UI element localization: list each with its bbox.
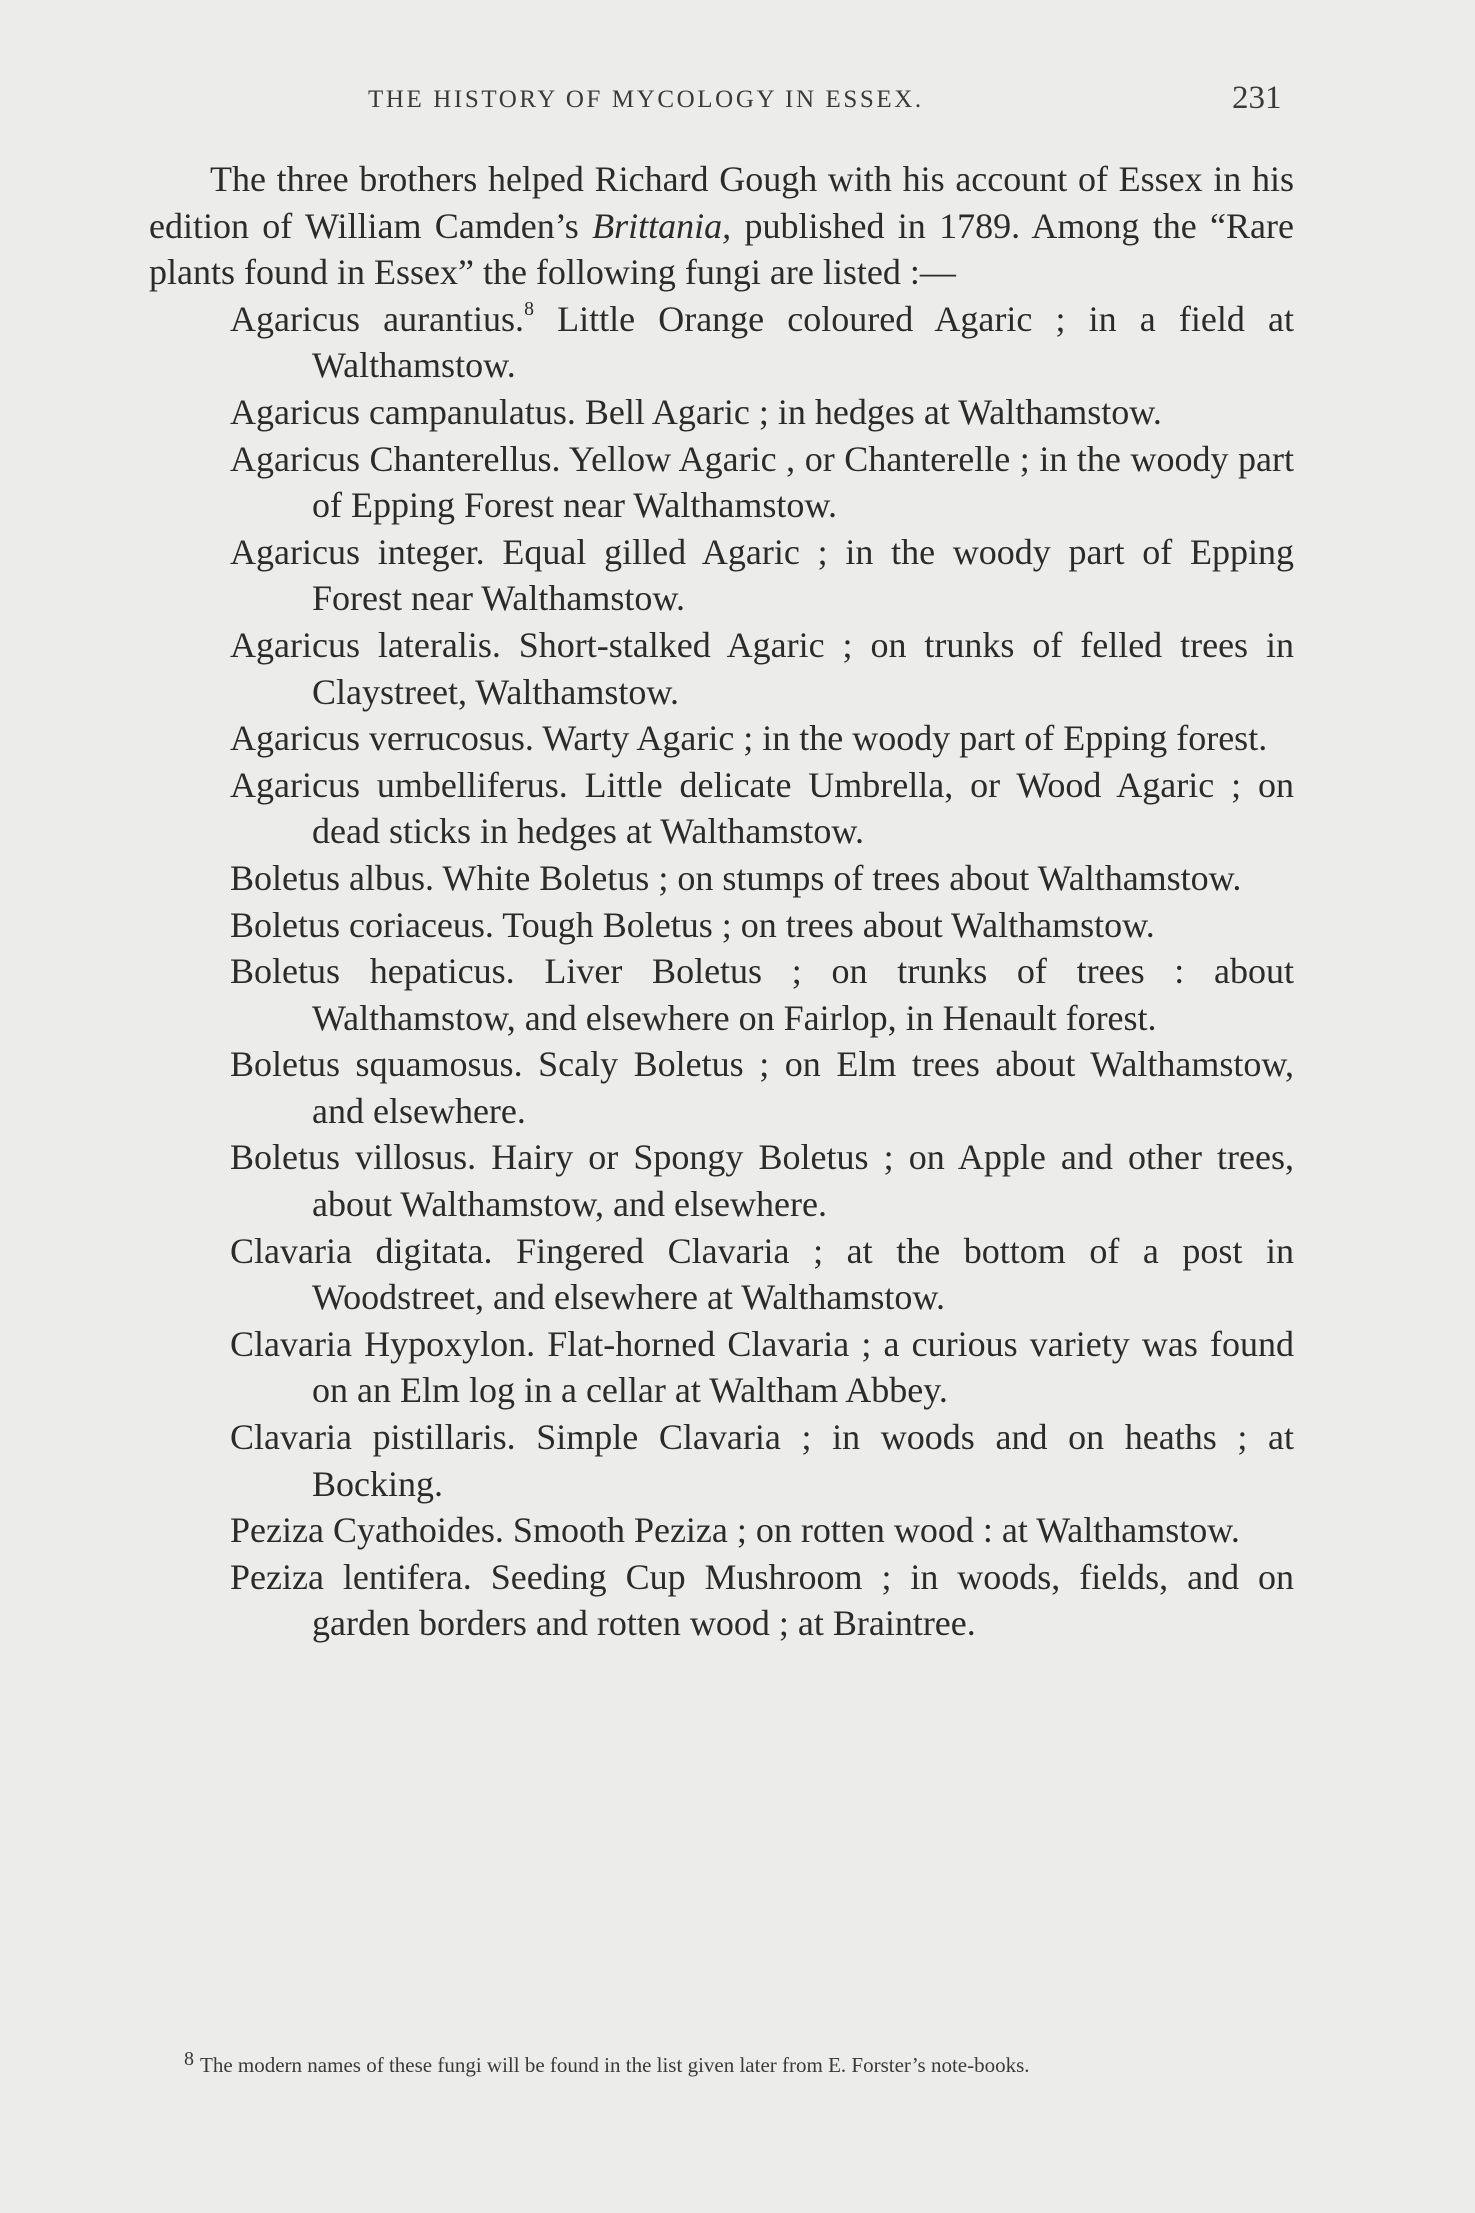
fungus-entry xyxy=(149,948,1294,1041)
species-description: White Boletus ; on stumps of trees about Walthamstow. xyxy=(434,857,1242,898)
species-description: Yellow Agaric , or Chanterelle ; in the woody part of Epping Forest near Walthamstow. xyxy=(312,438,1295,526)
intro-paragraph xyxy=(149,156,1294,296)
species-description: Bell Agaric ; in hedges at Walthamstow. xyxy=(575,391,1162,432)
running-head: THE HISTORY OF MYCOLOGY IN ESSEX. xyxy=(368,86,924,113)
fungus-entry xyxy=(149,1321,1294,1414)
fungus-entry xyxy=(149,1554,1294,1647)
species-name: Agaricus campanulatus. xyxy=(230,391,576,432)
fungi-list xyxy=(149,296,1294,1647)
species-name: Boletus villosus. xyxy=(230,1137,477,1178)
fungus-entry xyxy=(149,1041,1294,1134)
species-description: Flat-horned Clavaria ; a curious variety was found on an Elm log in a cellar at Waltham Abbey. xyxy=(312,1323,1294,1411)
species-name: Boletus squamosus. xyxy=(230,1044,523,1085)
work-title: Brittania, xyxy=(592,205,732,246)
species-description: Little delicate Umbrella, or Wood Agaric ; on dead sticks in hedges at Walthamstow. xyxy=(312,764,1294,852)
species-description: Simple Clavaria ; in woods and on heaths ; at Bocking. xyxy=(312,1417,1295,1504)
species-description: Liver Boletus ; on trunks of trees : about Walthamstow, and elsewhere on Fairlop, in Henault forest. xyxy=(312,951,1294,1038)
species-name: Boletus coriaceus. xyxy=(230,904,494,945)
species-description: Equal gilled Agaric ; in the woody part of Epping Forest near Walthamstow. xyxy=(312,531,1294,619)
species-description: Hairy or Spongy Boletus ; on Apple and other trees, about Walthamstow, and elsewhere. xyxy=(312,1137,1294,1225)
species-name: Agaricus Chanterellus. xyxy=(230,438,561,479)
species-description: Fingered Clavaria ; at the bottom of a post in Woodstreet, and elsewhere at Walthamstow. xyxy=(312,1230,1295,1318)
species-name: Agaricus lateralis. xyxy=(230,624,501,665)
page-number: 231 xyxy=(1232,80,1282,116)
species-description: Warty Agaric ; in the woody part of Epping forest. xyxy=(533,718,1268,759)
footnote-reference: 8 xyxy=(524,297,534,320)
species-name: Agaricus aurantius. xyxy=(230,298,525,339)
fungus-entry xyxy=(149,1414,1294,1507)
footnote xyxy=(147,2048,1297,2077)
species-name: Agaricus integer. xyxy=(230,531,485,572)
fungus-entry xyxy=(149,296,1294,389)
fungus-entry xyxy=(149,622,1294,715)
fungus-entry xyxy=(149,1134,1294,1227)
fungus-entry xyxy=(149,529,1294,622)
species-description: Smooth Peziza ; on rotten wood : at Walthamstow. xyxy=(503,1510,1240,1551)
species-description: Scaly Boletus ; on Elm trees about Walthamstow, and elsewhere. xyxy=(312,1044,1295,1131)
intro-text-end: published in 1789. Among the “Rare plants found in Essex” the following fungi are listed :— xyxy=(149,205,1294,293)
fungus-entry xyxy=(149,715,1294,762)
species-name: Agaricus umbelliferus. xyxy=(230,764,568,805)
species-name: Clavaria Hypoxylon. xyxy=(230,1323,536,1364)
species-description: Little Orange coloured Agaric ; in a field at Walthamstow. xyxy=(312,298,1294,386)
species-description: Short-stalked Agaric ; on trunks of felled trees in Claystreet, Walthamstow. xyxy=(312,624,1294,712)
fungus-entry xyxy=(149,436,1294,529)
footnote-text: The modern names of these fungi will be found in the list given later from E. Forster’s note-books. xyxy=(200,2053,1030,2077)
species-name: Agaricus verrucosus. xyxy=(230,718,534,759)
fungus-entry xyxy=(149,762,1294,855)
species-description: Tough Boletus ; on trees about Walthamstow. xyxy=(493,904,1155,945)
intro-text-start: The three brothers helped Richard Gough with his account of Essex in his edition of William Camden’s xyxy=(149,159,1294,246)
footnote-marker: 8 xyxy=(184,2048,194,2070)
species-description: Seeding Cup Mushroom ; in woods, fields, and on garden borders and rotten wood ; at Braintree. xyxy=(312,1556,1294,1644)
fungus-entry xyxy=(149,902,1294,949)
fungus-entry xyxy=(149,855,1294,902)
species-name: Peziza lentifera. xyxy=(230,1556,472,1597)
species-name: Boletus albus. xyxy=(230,857,434,898)
species-name: Boletus hepaticus. xyxy=(230,951,515,992)
fungus-entry xyxy=(149,389,1294,436)
species-name: Clavaria digitata. xyxy=(230,1230,493,1271)
fungus-entry xyxy=(149,1507,1294,1554)
body-text xyxy=(149,156,1294,1647)
species-name: Peziza Cyathoides. xyxy=(230,1510,504,1551)
species-name: Clavaria pistillaris. xyxy=(230,1417,516,1458)
fungus-entry xyxy=(149,1228,1294,1321)
